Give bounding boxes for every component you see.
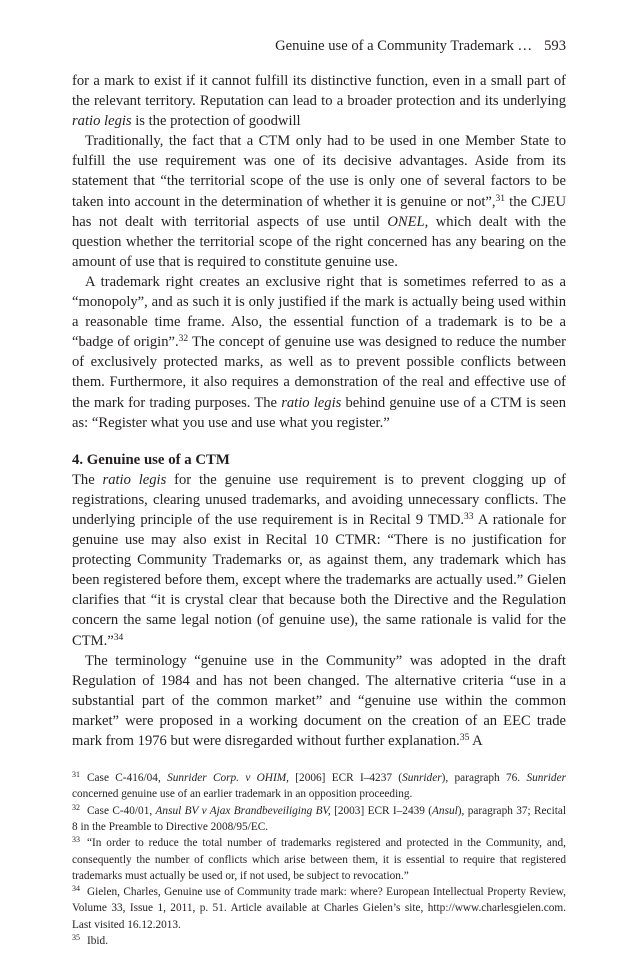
footnote: $^{34}$ Gielen, Charles, Genuine use of Community trade mark: where? European Intellectual Property Review, Volume 33, Issue 1, 2011, p. 51. Article available at Charles Gielen’s site, http://www.charlesgielen.com. Last visited 16.12.2013. [72, 884, 566, 931]
running-header [72, 36, 566, 56]
paragraph: The ratio legis for the genuine use requirement is to prevent clogging up of registrations, clearing unused trademarks, and avoiding unnecessary conflicts. The underlying principle of the use requirement is in Recital 9 TMD.$^{33}$ A rationale for genuine use may also exist in Recital 10 CTMR: “There is no justification for protecting Community Trademarks or, as against them, any trademark which has been registered before them, except where the trademarks are actually used.” Gielen clarifies that “it is crystal clear that because both the Directive and the Regulation concern the same legal notion (of genuine use), the same rationale is valid for the CTM.”$^{34}$ [72, 471, 566, 649]
footnote-number: 32 [72, 802, 80, 812]
footnote-number: 35 [72, 933, 80, 943]
running-title: Genuine use of a Community Trademark … [275, 38, 533, 54]
paragraph: for a mark to exist if it cannot fulfill its distinctive function, even in a small part of the relevant territory. Reputation can lead to a broader protection and its underlying ratio legis is the protection of goodwill [72, 73, 566, 130]
section-heading: 4. Genuine use of a CTM [72, 451, 230, 468]
footnote: $^{32}$ Case C-40/01, Ansul BV v Ajax Brandbeveiliging BV, [2003] ECR I–2439 (Ansul), paragraph 37; Recital 8 in the Preamble to Directive 2008/95/EC. [72, 802, 567, 833]
footnote-ref: 31 [495, 193, 506, 204]
footnotes [72, 770, 566, 949]
footnote-ref: 35 [459, 733, 470, 743]
paragraph: The terminology “genuine use in the Community” was adopted in the draft Regulation of 1984 and has not been changed. The alternative criteria “use in a substantial part of the common market” and “genuine use within the common market” were proposed in a working document on the creation of an EEC trade mark from 1976 but were disregarded without further explanation.$^{35}$ A [72, 652, 566, 749]
emphasis: ratio legis [102, 471, 167, 488]
footnote-number: 34 [72, 884, 80, 894]
paragraph: A trademark right creates an exclusive right that is sometimes referred to as a “monopoly”, and as such it is only justified if the mark is actually being used within a reasonable time frame. Also, the essential function of a trademark is to be a “badge of origin”.$^{32}$ The concept of genuine use was designed to reduce the number of exclusively protected marks, as well as to prevent possible conflicts between them. Furthermore, it also requires a demonstration of the real and effective use of the mark for trading purposes. The ratio legis behind genuine use of a CTM is seen as: “Register what you use and use what you register.” [72, 273, 567, 431]
footnote-ref: 32 [178, 334, 189, 345]
emphasis: ratio legis [72, 113, 132, 130]
footnote-ref: 34 [113, 632, 124, 643]
footnote: $^{31}$ Case C-416/04, Sunrider Corp. v OHIM, [2006] ECR I–4237 (Sunrider), paragraph 76. Sunrider concerned genuine use of an earlier trademark in an opposition proceeding. [72, 770, 566, 801]
page-number: 593 [544, 38, 566, 54]
main-text [72, 71, 566, 751]
footnote: $^{33}$ “In order to reduce the total number of trademarks registered and protected in the Community, and, consequently the number of conflicts which arise between them, it is essential to require that registered trademarks must actually be used or, if not used, be subject to revocation.” [72, 835, 566, 882]
book-page [72, 36, 566, 949]
footnote-number: 31 [72, 770, 80, 780]
footnote-ref: 33 [464, 511, 474, 522]
footnote: $^{35}$ Ibid. [72, 933, 109, 948]
paragraph: Traditionally, the fact that a CTM only had to be used in one Member State to fulfill the use requirement was one of its decisive advantages. Aside from its statement that “the territorial scope of the use is only one of several factors to be taken into account in the determination of whether it is genuine or not”,$^{31}$ the CJEU has not dealt with territorial aspects of use until ONEL, which dealt with the question whether the territorial scope of the right concerned has any bearing on the amount of use that is required to constitute genuine use. [72, 133, 567, 270]
emphasis: ratio legis [281, 394, 342, 411]
emphasis: ONEL [387, 213, 425, 230]
footnote-number: 33 [72, 835, 80, 845]
